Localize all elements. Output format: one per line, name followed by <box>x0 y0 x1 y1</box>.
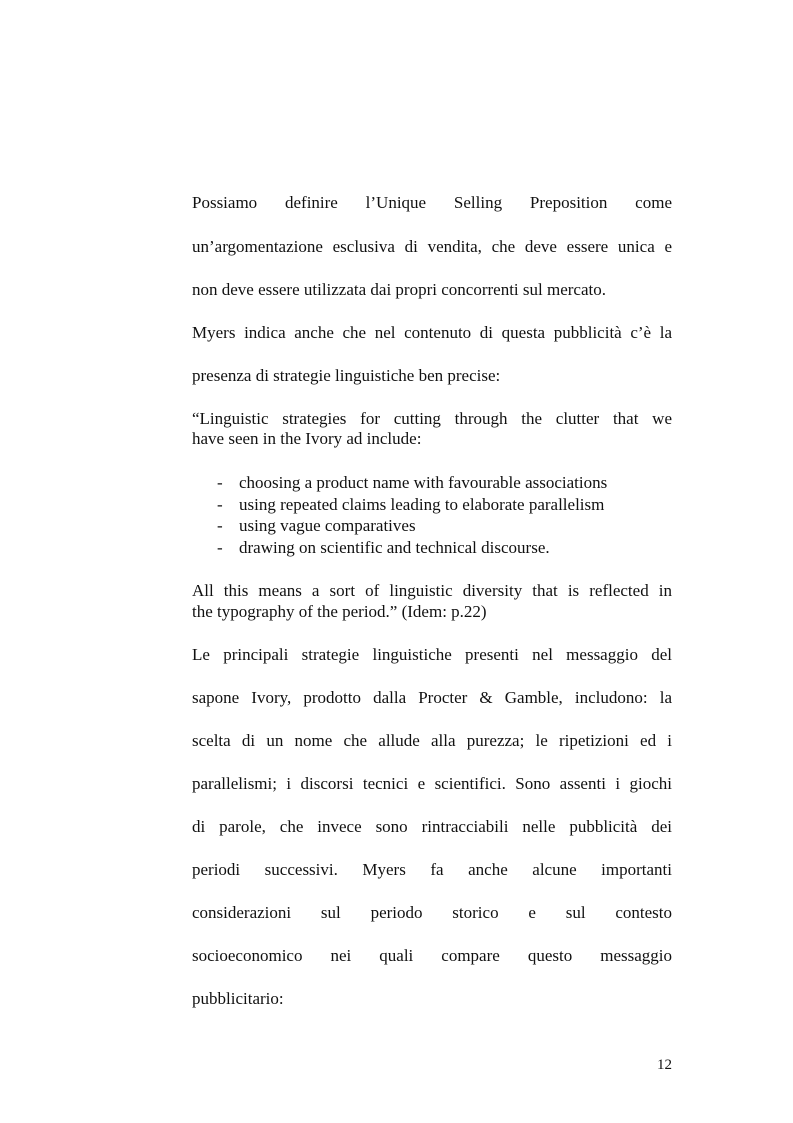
body-line: non deve essere utilizzata dai propri concorrenti sul mercato. <box>192 280 606 299</box>
body-line: pubblicitario: <box>192 989 284 1008</box>
list-item: - using vague comparatives <box>217 516 416 535</box>
body-line: Le principali strategie linguistiche presenti nel messaggio del <box>192 645 672 664</box>
body-line: parallelismi; i discorsi tecnici e scientifici. Sono assenti i giochi <box>192 774 672 793</box>
quote-line: “Linguistic strategies for cutting through the clutter that we <box>192 409 672 428</box>
list-item: - choosing a product name with favourable associations <box>217 473 608 492</box>
quote-line: have seen in the Ivory ad include: <box>192 429 422 448</box>
list-item: - using repeated claims leading to elaborate parallelism <box>217 495 605 514</box>
quote-line: the typography of the period.” (Idem: p.22) <box>192 602 487 621</box>
body-line: Possiamo definire l’Unique Selling Preposition come <box>192 193 672 212</box>
body-line: di parole, che invece sono rintracciabili nelle pubblicità dei <box>192 817 672 836</box>
page-number: 12 <box>657 1057 672 1073</box>
body-line: un’argomentazione esclusiva di vendita, che deve essere unica e <box>192 237 672 256</box>
body-line: sapone Ivory, prodotto dalla Procter & Gamble, includono: la <box>192 688 672 707</box>
body-line: considerazioni sul periodo storico e sul contesto <box>192 903 672 922</box>
body-line: Myers indica anche che nel contenuto di questa pubblicità c’è la <box>192 323 672 342</box>
body-line: scelta di un nome che allude alla purezza; le ripetizioni ed i <box>192 731 672 750</box>
body-line: presenza di strategie linguistiche ben precise: <box>192 366 501 385</box>
body-line: periodi successivi. Myers fa anche alcune importanti <box>192 860 672 879</box>
list-item: - drawing on scientific and technical discourse. <box>217 538 550 557</box>
quote-line: All this means a sort of linguistic diversity that is reflected in <box>192 581 672 600</box>
body-line: socioeconomico nei quali compare questo messaggio <box>192 946 672 965</box>
